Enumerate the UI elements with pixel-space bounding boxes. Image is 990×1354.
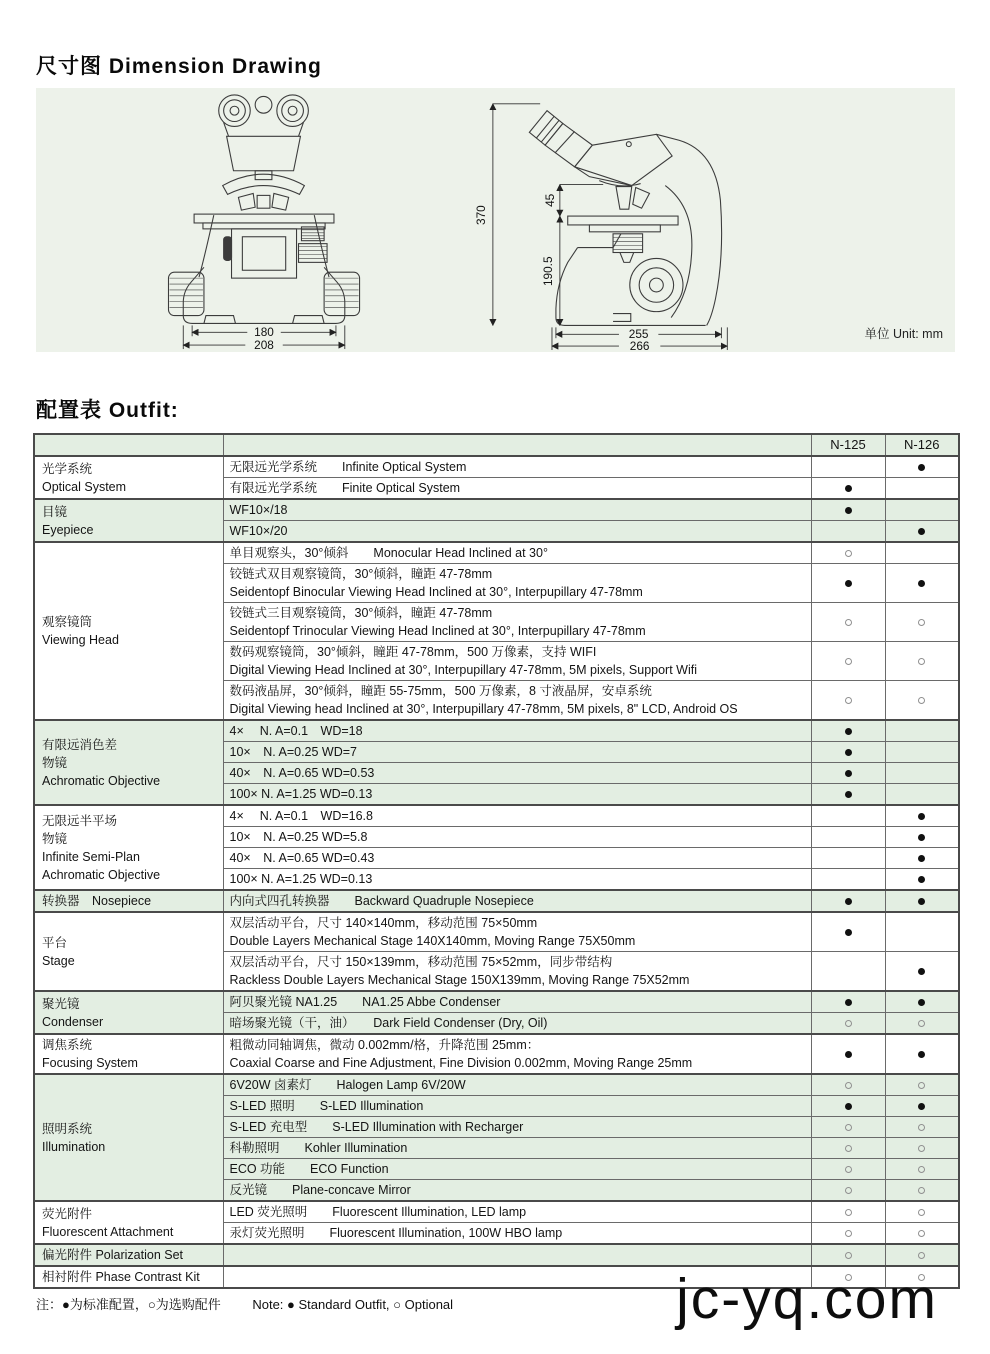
- category-cell: 光学系统 Optical System: [34, 456, 223, 499]
- empty-mark-n-126: [885, 542, 959, 564]
- side-stage-height-dimension: 190.5: [540, 256, 555, 286]
- standard-outfit-mark-n-126: [885, 991, 959, 1013]
- empty-mark-n-125: [811, 827, 885, 848]
- filled-dot-icon: [918, 834, 925, 841]
- category-cell: 转换器 Nosepiece: [34, 890, 223, 912]
- microscope-front-view-drawing: [141, 90, 391, 352]
- open-circle-icon: [845, 1082, 852, 1089]
- optional-mark-n-126: [885, 681, 959, 721]
- spec-cell: 阿贝聚光镜 NA1.25 NA1.25 Abbe Condenser: [223, 991, 811, 1013]
- category-cell: 观察镜筒 Viewing Head: [34, 542, 223, 720]
- table-row: [34, 890, 959, 912]
- open-circle-icon: [845, 1209, 852, 1216]
- empty-mark-n-126: [885, 499, 959, 521]
- spec-cell: ECO 功能 ECO Function: [223, 1159, 811, 1180]
- spec-cell: WF10×/20: [223, 521, 811, 543]
- spec-cell: S-LED 照明 S-LED Illumination: [223, 1096, 811, 1117]
- optional-mark-n-125: [811, 1180, 885, 1202]
- standard-outfit-mark-n-126: [885, 521, 959, 543]
- spec-cell: 100× N. A=1.25 WD=0.13: [223, 784, 811, 806]
- watermark-text: jc-yq.com: [676, 1267, 938, 1331]
- standard-outfit-mark-n-125: [811, 784, 885, 806]
- open-circle-icon: [845, 1124, 852, 1131]
- category-cell: 聚光镜 Condenser: [34, 991, 223, 1034]
- filled-dot-icon: [845, 728, 852, 735]
- spec-cell: 40× N. A=0.65 WD=0.43: [223, 848, 811, 869]
- spec-cell: 汞灯荧光照明 Fluorescent Illumination, 100W HBO lamp: [223, 1223, 811, 1245]
- optional-mark-n-126: [885, 1074, 959, 1096]
- spec-cell: 铰链式三目观察镜筒，30°倾斜，瞳距 47-78mm Seidentopf Trinocular Viewing Head Inclined at 30°, Interpupillary 47-78mm: [223, 603, 811, 642]
- filled-dot-icon: [918, 898, 925, 905]
- filled-dot-icon: [918, 464, 925, 471]
- spec-cell: 数码观察镜筒，30°倾斜，瞳距 47-78mm，500 万像素，支持 WIFI Digital Viewing Head Inclined at 30°, Interpupillary 47-78mm, 5M pixels, Support Wifi: [223, 642, 811, 681]
- outfit-table: [33, 433, 960, 1289]
- optional-mark-n-125: [811, 1223, 885, 1245]
- empty-mark-n-125: [811, 805, 885, 827]
- optional-mark-n-125: [811, 642, 885, 681]
- optional-mark-n-125: [811, 681, 885, 721]
- dimension-drawing-title: 尺寸图 Dimension Drawing: [36, 55, 322, 78]
- filled-dot-icon: [845, 1103, 852, 1110]
- open-circle-icon: [918, 1124, 925, 1131]
- open-circle-icon: [918, 619, 925, 626]
- optional-mark-n-125: [811, 1013, 885, 1035]
- dimension-drawing-panel: [36, 88, 955, 352]
- standard-outfit-mark-n-125: [811, 720, 885, 742]
- spec-cell: 4× N. A=0.1 WD=18: [223, 720, 811, 742]
- table-row: [34, 720, 959, 742]
- open-circle-icon: [918, 1020, 925, 1027]
- side-depth-dimension: 255: [628, 327, 649, 342]
- spec-cell: 6V20W 卤素灯 Halogen Lamp 6V/20W: [223, 1074, 811, 1096]
- open-circle-icon: [845, 1166, 852, 1173]
- optional-mark-n-126: [885, 1159, 959, 1180]
- empty-mark-n-125: [811, 952, 885, 992]
- spec-cell: 无限远光学系统 Infinite Optical System: [223, 456, 811, 478]
- optional-mark-n-125: [811, 1201, 885, 1223]
- spec-cell: 40× N. A=0.65 WD=0.53: [223, 763, 811, 784]
- open-circle-icon: [845, 1020, 852, 1027]
- open-circle-icon: [918, 697, 925, 704]
- header-model-n126: N-126: [885, 434, 959, 456]
- standard-outfit-mark-n-125: [811, 742, 885, 763]
- spec-cell: 科勒照明 Kohler Illumination: [223, 1138, 811, 1159]
- optional-mark-n-125: [811, 1117, 885, 1138]
- optional-mark-n-125: [811, 1074, 885, 1096]
- empty-mark-n-125: [811, 456, 885, 478]
- optional-mark-n-126: [885, 603, 959, 642]
- unit-label: 单位 Unit: mm: [864, 327, 943, 341]
- spec-cell: 数码液晶屏，30°倾斜，瞳距 55-75mm，500 万像素，8 寸液晶屏，安卓系统 Digital Viewing head Inclined at 30°, Interpupillary 47-78mm, 5M pixels, 8" LCD, Android OS: [223, 681, 811, 721]
- table-row: [34, 499, 959, 521]
- optional-mark-n-126: [885, 1180, 959, 1202]
- outfit-table-header-row: [34, 434, 959, 456]
- side-head-height-dimension: 45: [542, 193, 557, 207]
- optional-mark-n-126: [885, 1223, 959, 1245]
- standard-outfit-mark-n-126: [885, 952, 959, 992]
- filled-dot-icon: [845, 791, 852, 798]
- filled-dot-icon: [845, 507, 852, 514]
- open-circle-icon: [918, 1187, 925, 1194]
- spec-cell: [223, 1244, 811, 1266]
- legend-note-en: Note: ● Standard Outfit, ○ Optional: [252, 1297, 454, 1312]
- side-total-height-dimension: 370: [474, 205, 488, 225]
- empty-mark-n-126: [885, 720, 959, 742]
- spec-cell: 反光镜 Plane-concave Mirror: [223, 1180, 811, 1202]
- optional-mark-n-126: [885, 1138, 959, 1159]
- spec-cell: 有限远光学系统 Finite Optical System: [223, 478, 811, 500]
- spec-cell: LED 荧光照明 Fluorescent Illumination, LED lamp: [223, 1201, 811, 1223]
- open-circle-icon: [845, 1230, 852, 1237]
- spec-cell: S-LED 充电型 S-LED Illumination with Recharger: [223, 1117, 811, 1138]
- standard-outfit-mark-n-126: [885, 890, 959, 912]
- open-circle-icon: [845, 697, 852, 704]
- optional-mark-n-125: [811, 603, 885, 642]
- category-cell: 偏光附件 Polarization Set: [34, 1244, 223, 1266]
- filled-dot-icon: [845, 749, 852, 756]
- optional-mark-n-126: [885, 1117, 959, 1138]
- standard-outfit-mark-n-125: [811, 564, 885, 603]
- standard-outfit-mark-n-126: [885, 1034, 959, 1074]
- table-row: [34, 456, 959, 478]
- header-category-cell: [34, 434, 223, 456]
- open-circle-icon: [918, 658, 925, 665]
- open-circle-icon: [918, 1082, 925, 1089]
- category-cell: 荧光附件 Fluorescent Attachment: [34, 1201, 223, 1244]
- open-circle-icon: [845, 619, 852, 626]
- empty-mark-n-125: [811, 869, 885, 891]
- standard-outfit-mark-n-125: [811, 991, 885, 1013]
- filled-dot-icon: [918, 580, 925, 587]
- header-model-n125: N-125: [811, 434, 885, 456]
- standard-outfit-mark-n-126: [885, 805, 959, 827]
- category-cell: 无限远半平场 物镜 Infinite Semi-Plan Achromatic Objective: [34, 805, 223, 890]
- spec-cell: 暗场聚光镜（干，油） Dark Field Condenser (Dry, Oil): [223, 1013, 811, 1035]
- table-row: [34, 1244, 959, 1266]
- filled-dot-icon: [918, 813, 925, 820]
- table-row: [34, 805, 959, 827]
- optional-mark-n-126: [885, 1244, 959, 1266]
- standard-outfit-mark-n-125: [811, 478, 885, 500]
- table-row: [34, 1201, 959, 1223]
- standard-outfit-mark-n-125: [811, 1034, 885, 1074]
- optional-mark-n-125: [811, 1159, 885, 1180]
- table-row: [34, 1034, 959, 1074]
- standard-outfit-mark-n-126: [885, 848, 959, 869]
- empty-mark-n-125: [811, 521, 885, 543]
- empty-mark-n-125: [811, 848, 885, 869]
- open-circle-icon: [845, 1252, 852, 1259]
- filled-dot-icon: [918, 855, 925, 862]
- optional-mark-n-126: [885, 1201, 959, 1223]
- optional-mark-n-126: [885, 1013, 959, 1035]
- category-cell: 调焦系统 Focusing System: [34, 1034, 223, 1074]
- spec-cell: 粗微动同轴调焦，微动 0.002mm/格，升降范围 25mm： Coaxial Coarse and Fine Adjustment, Fine Division 0.002mm, Moving Range 25mm: [223, 1034, 811, 1074]
- filled-dot-icon: [845, 1051, 852, 1058]
- table-row: [34, 542, 959, 564]
- side-base-depth-dimension: 266: [629, 339, 650, 352]
- header-spec-cell: [223, 434, 811, 456]
- open-circle-icon: [918, 1145, 925, 1152]
- open-circle-icon: [918, 1252, 925, 1259]
- spec-cell: 铰链式双目观察镜筒，30°倾斜，瞳距 47-78mm Seidentopf Binocular Viewing Head Inclined at 30°, Interpupillary 47-78mm: [223, 564, 811, 603]
- legend-note-cn: 注：●为标准配置，○为选购配件: [36, 1297, 221, 1312]
- standard-outfit-mark-n-126: [885, 1096, 959, 1117]
- open-circle-icon: [918, 1209, 925, 1216]
- spec-cell: WF10×/18: [223, 499, 811, 521]
- open-circle-icon: [845, 550, 852, 557]
- table-row: [34, 991, 959, 1013]
- empty-mark-n-126: [885, 912, 959, 952]
- outfit-table-title: 配置表 Outfit:: [36, 399, 179, 422]
- optional-mark-n-125: [811, 1138, 885, 1159]
- empty-mark-n-126: [885, 763, 959, 784]
- filled-dot-icon: [845, 580, 852, 587]
- standard-outfit-mark-n-125: [811, 890, 885, 912]
- category-cell: 有限远消色差 物镜 Achromatic Objective: [34, 720, 223, 805]
- optional-mark-n-125: [811, 1244, 885, 1266]
- standard-outfit-mark-n-126: [885, 827, 959, 848]
- filled-dot-icon: [918, 968, 925, 975]
- legend-note: [36, 1294, 453, 1313]
- category-cell: 平台 Stage: [34, 912, 223, 991]
- empty-mark-n-126: [885, 478, 959, 500]
- spec-cell: 10× N. A=0.25 WD=7: [223, 742, 811, 763]
- filled-dot-icon: [918, 528, 925, 535]
- empty-mark-n-126: [885, 742, 959, 763]
- microscope-side-view-drawing: [471, 90, 761, 352]
- optional-mark-n-126: [885, 642, 959, 681]
- standard-outfit-mark-n-126: [885, 456, 959, 478]
- front-width-dimension: 180: [254, 325, 274, 340]
- open-circle-icon: [845, 658, 852, 665]
- spec-cell: 10× N. A=0.25 WD=5.8: [223, 827, 811, 848]
- filled-dot-icon: [845, 485, 852, 492]
- front-base-width-dimension: 208: [254, 338, 274, 352]
- open-circle-icon: [918, 1230, 925, 1237]
- open-circle-icon: [918, 1166, 925, 1173]
- filled-dot-icon: [845, 898, 852, 905]
- filled-dot-icon: [845, 770, 852, 777]
- standard-outfit-mark-n-126: [885, 869, 959, 891]
- open-circle-icon: [845, 1187, 852, 1194]
- standard-outfit-mark-n-125: [811, 912, 885, 952]
- filled-dot-icon: [918, 999, 925, 1006]
- optional-mark-n-125: [811, 542, 885, 564]
- spec-cell: 内向式四孔转换器 Backward Quadruple Nosepiece: [223, 890, 811, 912]
- spec-cell: 4× N. A=0.1 WD=16.8: [223, 805, 811, 827]
- category-cell: 照明系统 Illumination: [34, 1074, 223, 1201]
- table-row: [34, 912, 959, 952]
- spec-cell: 100× N. A=1.25 WD=0.13: [223, 869, 811, 891]
- spec-cell: 双层活动平台，尺寸 140×140mm，移动范围 75×50mm Double Layers Mechanical Stage 140X140mm, Moving Range 75X50mm: [223, 912, 811, 952]
- table-row: [34, 1074, 959, 1096]
- spec-cell: 双层活动平台，尺寸 150×139mm，移动范围 75×52mm，同步带结构 Rackless Double Layers Mechanical Stage 150X139mm, Moving Range 75X52mm: [223, 952, 811, 992]
- category-cell: 目镜 Eyepiece: [34, 499, 223, 542]
- outfit-table-body: [34, 456, 959, 1288]
- filled-dot-icon: [845, 929, 852, 936]
- filled-dot-icon: [845, 999, 852, 1006]
- empty-mark-n-126: [885, 784, 959, 806]
- category-cell: 相衬附件 Phase Contrast Kit: [34, 1266, 223, 1288]
- filled-dot-icon: [918, 1103, 925, 1110]
- standard-outfit-mark-n-125: [811, 1096, 885, 1117]
- filled-dot-icon: [918, 876, 925, 883]
- open-circle-icon: [845, 1145, 852, 1152]
- standard-outfit-mark-n-125: [811, 763, 885, 784]
- standard-outfit-mark-n-126: [885, 564, 959, 603]
- standard-outfit-mark-n-125: [811, 499, 885, 521]
- spec-cell: 单目观察头，30°倾斜 Monocular Head Inclined at 30°: [223, 542, 811, 564]
- filled-dot-icon: [918, 1051, 925, 1058]
